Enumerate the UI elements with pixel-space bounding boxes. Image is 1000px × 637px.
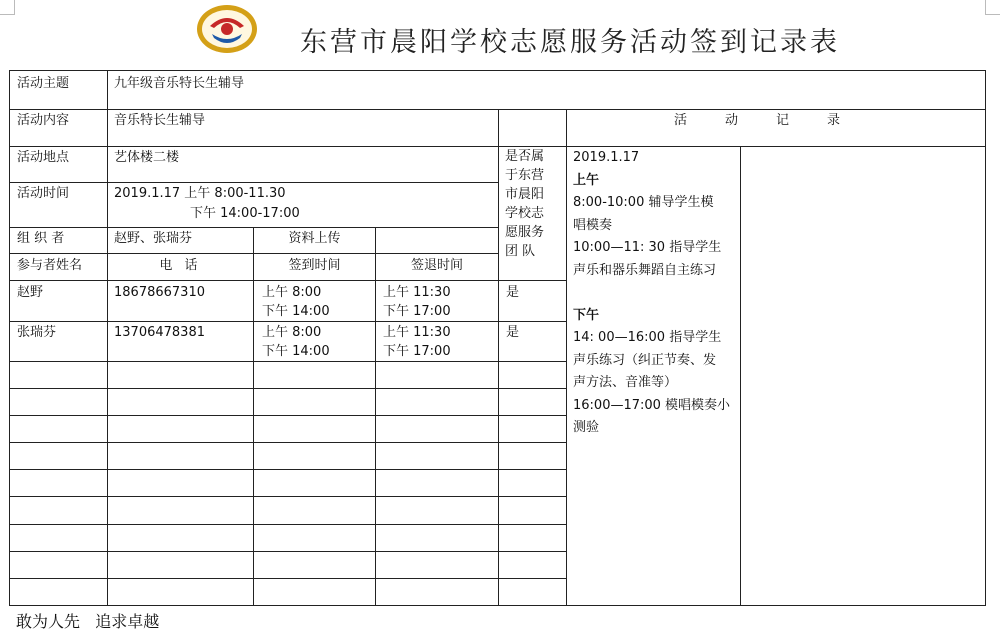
table-row-signin-pm: 下午 14:00 [262,344,330,359]
record-line: 声乐练习（纠正节奏、发 [573,352,717,368]
location-value: 艺体楼二楼 [114,150,180,165]
record-pm-heading: 下午 [573,307,600,323]
col-header-phone: 电 话 [159,258,202,273]
record-line: 14: 00—16:00 指导学生 [573,330,722,345]
record-line: 16:00—17:00 模唱模奏小 [573,397,731,413]
record-line: 测验 [573,420,600,435]
volunteer-question-line: 于东营 [505,168,545,183]
table-row-phone: 18678667310 [114,285,205,300]
table-row-signout-pm: 下午 17:00 [383,304,451,319]
table-row-member: 是 [506,285,520,300]
table-row-signout-pm: 下午 17:00 [383,344,451,359]
record-date: 2019.1.17 [573,150,640,165]
time-label: 活动时间 [17,186,70,201]
theme-label: 活动主题 [17,76,70,91]
table-row-name: 张瑞芬 [17,325,57,340]
record-line: 唱模奏 [573,217,613,233]
col-header-signout: 签退时间 [410,258,463,273]
content-label: 活动内容 [17,113,70,128]
table-row-signin-am: 上午 8:00 [262,325,322,340]
upload-label: 资料上传 [288,231,341,246]
col-header-name: 参与者姓名 [17,258,83,273]
theme-value: 九年级音乐特长生辅导 [114,76,245,91]
volunteer-team-question [505,147,544,261]
volunteer-question-line: 是否属 [505,149,545,164]
table-row-name: 赵野 [17,285,44,300]
activity-record [573,147,730,440]
record-header: 活动记录 [673,113,878,128]
table-row-signin-pm: 下午 14:00 [262,304,330,319]
time-value-line-1: 2019.1.17 上午 8:00-11.30 [114,186,286,201]
table-row-signin-am: 上午 8:00 [262,285,322,300]
col-header-signin: 签到时间 [288,258,341,273]
record-line: 8:00-10:00 辅导学生模 [573,195,714,210]
table-row-phone: 13706478381 [114,325,205,340]
record-am-heading: 上午 [573,172,600,188]
record-line: 声乐和器乐舞蹈自主练习 [573,262,717,278]
content-value: 音乐特长生辅导 [114,113,206,128]
location-label: 活动地点 [17,150,70,165]
record-line: 声方法、音准等） [573,375,678,390]
table-row-signout-am: 上午 11:30 [383,325,451,340]
volunteer-question-line: 愿服务 [505,225,545,240]
volunteer-question-line: 团 队 [505,244,536,259]
time-value-line-2: 下午 14:00-17:00 [190,206,300,221]
footer-motto: 敢为人先 追求卓越 [16,612,160,631]
volunteer-question-line: 市晨阳 [505,187,545,202]
record-line: 10:00—11: 30 指导学生 [573,240,722,255]
volunteer-question-line: 学校志 [505,206,545,221]
organizer-value: 赵野、张瑞芬 [114,231,193,246]
page-title: 东营市晨阳学校志愿服务活动签到记录表 [300,27,840,58]
table-row-signout-am: 上午 11:30 [383,285,451,300]
table-row-member: 是 [506,325,520,340]
organizer-label: 组 织 者 [17,231,65,246]
